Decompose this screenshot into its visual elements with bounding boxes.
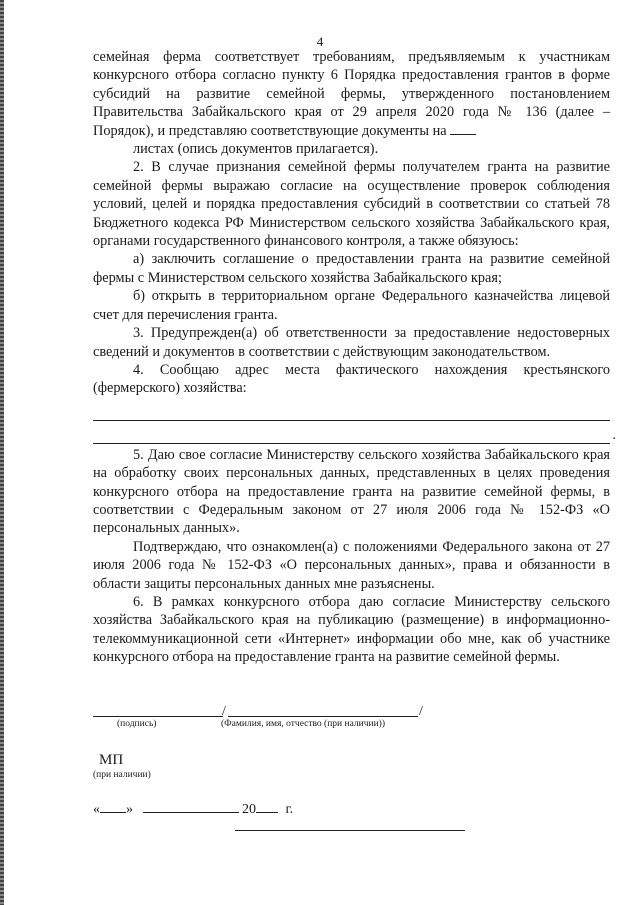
paragraph-eligibility: семейная ферма соответствует требованиям, предъявляемым к участникам конкурсного отбора согласно пункту 6 Порядка предоставления грантов в форме субсидий на развитие семейной фермы, утвержденного постановлением Правительства Забайкальского края от 29 апреля 2020 года № 136 (далее – Порядок), и представляю соответствующие документы на [93,49,610,139]
year-blank [256,800,278,813]
stamp-label: МП [99,752,124,768]
paragraph-5: 5. Даю свое согласие Министерству сельского хозяйства Забайкальского края на обработку своих персональных данных, представленных в целях проведения конкурсного отбора на предоставление гранта на развитие семейной фермы, в соответствии с Федеральным законом от 27 июля 2006 года № 152-ФЗ «О персональных данных». [93,446,610,537]
signature-block [93,704,433,744]
paragraph-6: 6. В рамках конкурсного отбора даю согласие Министерству сельского хозяйства Забайкальского края на публикацию (размещение) в информационно-телекоммуникационной сети «Интернет» информации обо мне, как об участнике конкурсного отбора на предоставление гранта на развитие семейной фермы. [93,593,610,666]
address-line-2 [93,421,610,444]
signature-caption: (подпись) [117,719,157,729]
year-suffix: г. [285,802,294,817]
paragraph-2b: б) открыть в территориальном органе Федерального казначейства лицевой счет для перечисления гранта. [93,288,610,323]
paragraph-3: 3. Предупрежден(а) об ответственности за предоставление недостоверных сведений и документов в соответствии с действующим законодательством. [93,325,610,360]
signature-slash-1: / [222,704,226,719]
year-prefix: 20 [242,802,256,817]
date-open-quote: « [93,802,100,817]
day-blank [100,800,126,813]
name-caption: (Фамилия, имя, отчество (при наличии)) [221,719,386,729]
date-row [93,800,293,818]
paragraph-confirm: Подтверждаю, что ознакомлен(а) с положениями Федерального закона от 27 июля 2006 года № 152-ФЗ «О персональных данных», права и обязанности в области защиты персональных данных мне разъяснены. [93,538,610,592]
signature-line [93,716,223,717]
scan-edge [0,0,4,905]
signature-slash-2: / [419,704,423,719]
paragraph-2: 2. В случае признания семейной фермы получателем гранта на развитие семейной фермы выражаю согласие на осуществление проверок соблюдения условий, целей и порядка предоставления субсидий в соответствии со статьей 78 Бюджетного кодекса РФ Министерством сельского хозяйства Забайкальского края, органами государственного финансового контроля, а также обязуюсь: [93,159,610,250]
address-line-1 [93,398,610,421]
month-blank [143,800,239,813]
page-number: 4 [316,34,324,49]
document-body [93,48,610,667]
name-line [228,716,418,717]
bottom-line [235,830,465,831]
sheet-count-blank [450,123,476,135]
date-close-quote: » [126,802,133,817]
paragraph-sheets: листах (опись документов прилагается). [133,141,379,158]
paragraph-4: 4. Сообщаю адрес места фактического нахождения крестьянского (фермерского) хозяйства: [93,361,610,397]
paragraph-2a: а) заключить соглашение о предоставлении гранта на развитие семейной фермы с Министерством сельского хозяйства Забайкальского края; [93,251,610,286]
stamp-note: (при наличии) [93,770,151,780]
